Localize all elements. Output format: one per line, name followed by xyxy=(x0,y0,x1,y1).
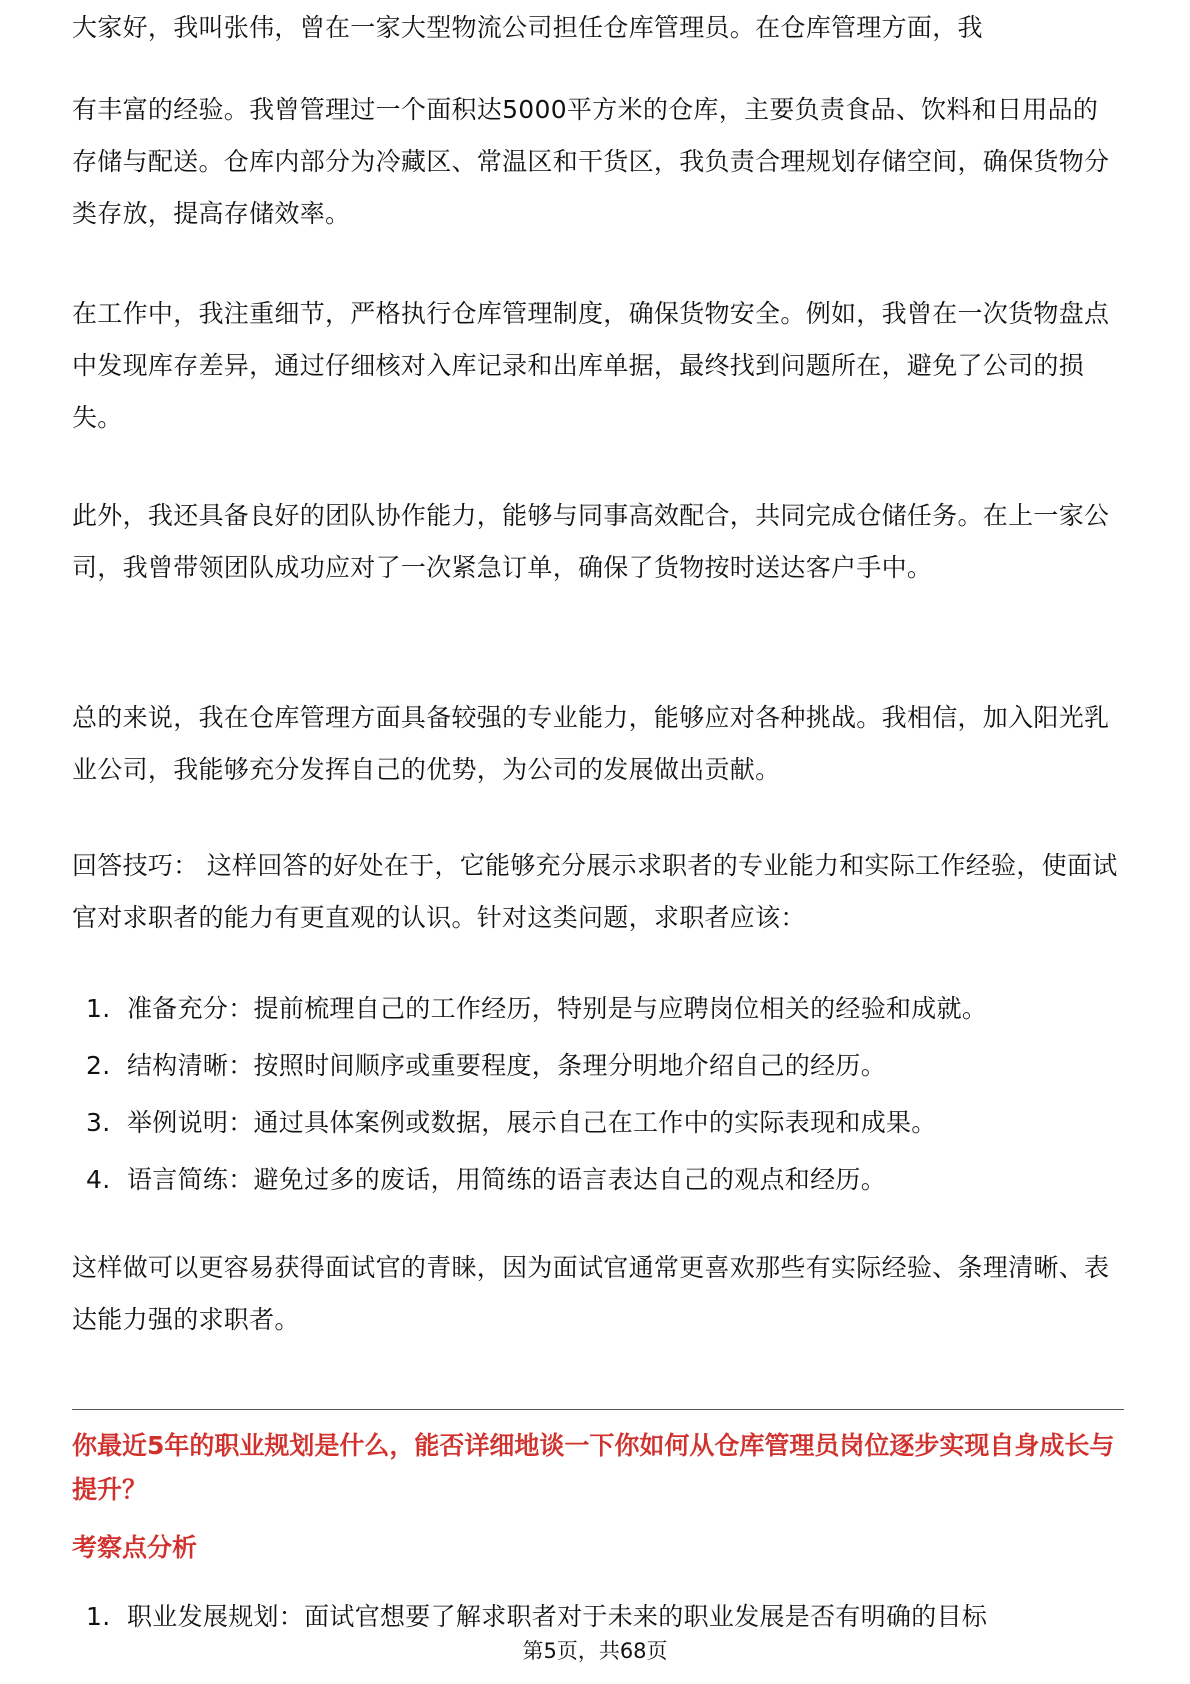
list-item-number: 2. xyxy=(86,1051,111,1080)
paragraph-detail: 在工作中，我注重细节，严格执行仓库管理制度，确保货物安全。例如，我曾在一次货物盘点中发现库存差异，通过仔细核对入库记录和出库单据，最终找到问题所在，避免了公司的损失。 xyxy=(72,299,1110,432)
list-item-text: 职业发展规划：面试官想要了解求职者对于未来的职业发展是否有明确的目标 xyxy=(127,1602,988,1631)
list-item-number: 4. xyxy=(86,1165,111,1194)
list-item xyxy=(72,1599,1122,1635)
list-item-number: 1. xyxy=(86,1602,111,1631)
list-item-text: 语言简练：避免过多的废话，用简练的语言表达自己的观点和经历。 xyxy=(127,1165,887,1194)
list-item-text: 结构清晰：按照时间顺序或重要程度，条理分明地介绍自己的经历。 xyxy=(127,1051,887,1080)
list-item xyxy=(72,1094,1122,1151)
page-footer: 第5页，共68页 xyxy=(522,1639,668,1663)
paragraph-teamwork: 此外，我还具备良好的团队协作能力，能够与同事高效配合，共同完成仓储任务。在上一家公司，我曾带领团队成功应对了一次紧急订单，确保了货物按时送达客户手中。 xyxy=(72,501,1110,582)
next-question-heading: 你最近5年的职业规划是什么，能否详细地谈一下你如何从仓库管理员岗位逐步实现自身成长与提升？ xyxy=(72,1431,1115,1504)
tips-list xyxy=(72,980,1122,1208)
list-item xyxy=(72,980,1122,1037)
partial-top-line: 大家好，我叫张伟，曾在一家大型物流公司担任仓库管理员。在仓库管理方面，我 xyxy=(72,13,983,42)
analysis-heading: 考察点分析 xyxy=(72,1533,198,1562)
list-item-number: 3. xyxy=(86,1108,111,1137)
list-item xyxy=(72,1037,1122,1094)
paragraph-summary: 总的来说，我在仓库管理方面具备较强的专业能力，能够应对各种挑战。我相信，加入阳光乳业公司，我能够充分发挥自己的优势，为公司的发展做出贡献。 xyxy=(72,703,1110,784)
paragraph-experience: 有丰富的经验。我曾管理过一个面积达5000平方米的仓库，主要负责食品、饮料和日用品的存储与配送。仓库内部分为冷藏区、常温区和干货区，我负责合理规划存储空间，确保货物分类存放，提高存储效率。 xyxy=(72,95,1110,228)
list-item xyxy=(72,1151,1122,1208)
list-item-text: 举例说明：通过具体案例或数据，展示自己在工作中的实际表现和成果。 xyxy=(127,1108,937,1137)
section-divider xyxy=(72,1409,1124,1410)
paragraph-closing: 这样做可以更容易获得面试官的青睐，因为面试官通常更喜欢那些有实际经验、条理清晰、表达能力强的求职者。 xyxy=(72,1253,1110,1334)
list-item-number: 1. xyxy=(86,994,111,1023)
list-item-text: 准备充分：提前梳理自己的工作经历，特别是与应聘岗位相关的经验和成就。 xyxy=(127,994,988,1023)
analysis-list xyxy=(72,1599,1122,1635)
paragraph-answer-tips: 回答技巧： 这样回答的好处在于，它能够充分展示求职者的专业能力和实际工作经验，使面试官对求职者的能力有更直观的认识。针对这类问题，求职者应该： xyxy=(72,851,1118,932)
